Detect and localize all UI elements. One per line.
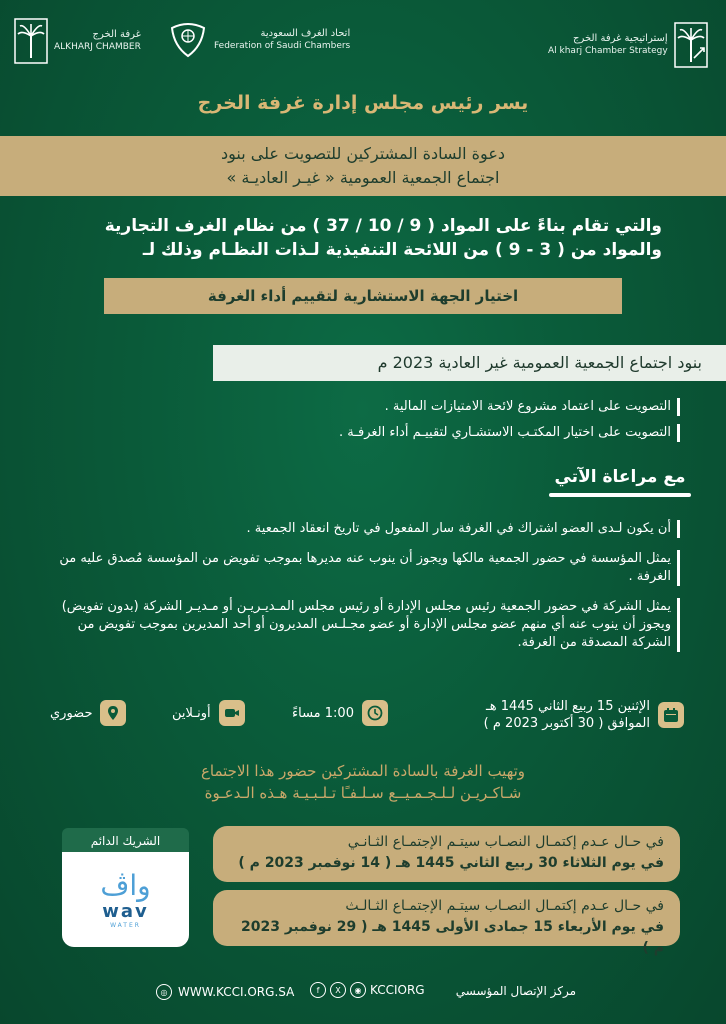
meeting-online bbox=[172, 700, 245, 726]
partner-brand-sub: WATER bbox=[110, 921, 141, 929]
kharj-chamber-logo bbox=[14, 18, 141, 64]
agenda-title: بنود اجتماع الجمعية العمومية غير العادية 2023 م bbox=[213, 345, 726, 381]
partner-brand-ar: واڤ bbox=[100, 868, 151, 902]
notes-title bbox=[545, 467, 695, 487]
x-icon[interactable]: X bbox=[330, 982, 346, 998]
federation-logo bbox=[168, 20, 350, 60]
invite-line-1: دعوة السادة المشتركين للتصويت على بنود bbox=[220, 144, 505, 163]
invite-line-2: اجتماع الجمعية العمومية « غيـر العاديـة » bbox=[226, 168, 500, 187]
strategy-logo bbox=[548, 22, 708, 68]
third-meeting-line-1: في حـال عـدم إكتمـال النصـاب سيتـم الإجتمـاع الثـالـث bbox=[345, 898, 664, 914]
presents-heading: يسر رئيس مجلس إدارة غرفة الخرج bbox=[197, 92, 529, 114]
partner-label: الشريك الدائم bbox=[62, 828, 189, 854]
video-camera-icon bbox=[219, 700, 245, 726]
federation-name-ar: اتحاد الغرف السعودية bbox=[260, 28, 351, 40]
meeting-onsite-text: حضوري bbox=[50, 705, 93, 721]
globe-icon: ◎ bbox=[156, 984, 172, 1000]
location-pin-icon bbox=[100, 700, 126, 726]
meeting-date-hijri: الإثنين 15 ربيع الثاني 1445 هـ bbox=[485, 699, 650, 714]
articles-line-2: والمواد من ( 3 - 9 ) من اللائحة التنفيذية لـذات النظـام وذلك لـ bbox=[142, 240, 662, 260]
footer-social bbox=[310, 982, 425, 998]
meeting-date bbox=[484, 698, 684, 732]
invite-band bbox=[0, 136, 726, 196]
meeting-date-gregorian: الموافق ( 30 أكتوبر 2023 م ) bbox=[483, 716, 650, 731]
footer-website-text[interactable]: WWW.KCCI.ORG.SA bbox=[178, 985, 295, 999]
articles-text bbox=[22, 214, 662, 262]
agenda-item: التصويت على اختيار المكتـب الاستشـاري لتقييـم أداء الغرفـة . bbox=[80, 424, 680, 442]
meeting-time bbox=[292, 700, 388, 726]
meeting-online-text: أونـلاين bbox=[172, 705, 211, 721]
second-meeting-line-1: في حـال عـدم إكتمـال النصـاب سيتـم الإجتمـاع الثـانـي bbox=[347, 834, 664, 850]
palm-icon bbox=[14, 18, 48, 64]
clock-icon bbox=[362, 700, 388, 726]
federation-name-en: Federation of Saudi Chambers bbox=[214, 40, 351, 51]
purpose-box: اختيار الجهة الاستشارية لتقييم أداء الغرفة bbox=[104, 278, 622, 314]
note-item: أن يكون لـدى العضو اشتراك في الغرفة سار المفعول في تاريخ انعقاد الجمعية . bbox=[40, 520, 680, 538]
welcome-line-2: شـاكـريـن لـلـجـمـيــع سـلـفـًا تـلـبـيـة هـذه الـدعـوة bbox=[204, 784, 522, 802]
instagram-icon[interactable]: ◉ bbox=[350, 982, 366, 998]
articles-line-1: والتي تقام بناءً على المواد ( 9 / 10 / 37 ) من نظام الغرف التجارية bbox=[104, 216, 662, 236]
agenda-list bbox=[80, 398, 680, 450]
footer-center: مركز الإتصال المؤسسي bbox=[455, 984, 576, 998]
third-meeting-box bbox=[213, 890, 680, 956]
meeting-onsite bbox=[50, 700, 126, 726]
palm-icon bbox=[674, 22, 708, 68]
partner-logo-card bbox=[62, 852, 189, 947]
notes-title-text: مع مراعاة الآتي bbox=[554, 467, 686, 487]
note-item: يمثل المؤسسة في حضور الجمعية مالكها ويجوز أن ينوب عنه مديرها بموجب تفويض من المؤسسة مُصدق عليه من الغرفة . bbox=[40, 550, 680, 586]
notes-list bbox=[40, 520, 680, 664]
third-meeting-line-2: في يوم الأربعاء 15 جمادى الأولى 1445 هـ ( 29 نوفمبر 2023 م ) bbox=[240, 919, 664, 956]
strategy-name-ar: إستراتيجية غرفة الخرج bbox=[573, 33, 668, 45]
note-item: يمثل الشركة في حضور الجمعية رئيس مجلس الإدارة أو رئيس مجلس المـديـريـن أو مـديـر الشركة (بدون تفويض) ويجوز أن ينوب عنه أي منهم عضو مجلس الإدارة أو عضو مجـلـس المديرون أو أحد المديرين بموجب تفويض من الشركة المصدقة من الغرفة. bbox=[40, 598, 680, 652]
footer bbox=[0, 980, 726, 1006]
agenda-item: التصويت على اعتماد مشروع لائحة الامتيازات المالية . bbox=[80, 398, 680, 416]
second-meeting-line-2: في يوم الثلاثاء 30 ربيع الثاني 1445 هـ ( 14 نوفمبر 2023 م ) bbox=[238, 855, 664, 871]
strategy-name-en: Al kharj Chamber Strategy bbox=[548, 45, 668, 56]
facebook-icon[interactable]: f bbox=[310, 982, 326, 998]
federation-emblem-icon bbox=[168, 20, 208, 60]
kharj-name-en: ALKHARJ CHAMBER bbox=[54, 41, 141, 52]
footer-website[interactable] bbox=[156, 984, 294, 1000]
welcome-message bbox=[0, 760, 726, 804]
meeting-time-text: 1:00 مساءً bbox=[292, 705, 354, 721]
calendar-icon bbox=[658, 702, 684, 728]
footer-handle[interactable]: KCCIORG bbox=[370, 983, 425, 997]
partner-brand-en: wav bbox=[102, 900, 149, 922]
second-meeting-box bbox=[213, 826, 680, 882]
meeting-details bbox=[42, 700, 684, 740]
notes-title-underline bbox=[549, 493, 691, 497]
kharj-name-ar: غرفة الخرج bbox=[92, 29, 141, 41]
welcome-line-1: وتهيب الغرفة بالسادة المشتركين حضور هذا الاجتماع bbox=[200, 762, 526, 780]
header bbox=[0, 14, 726, 78]
